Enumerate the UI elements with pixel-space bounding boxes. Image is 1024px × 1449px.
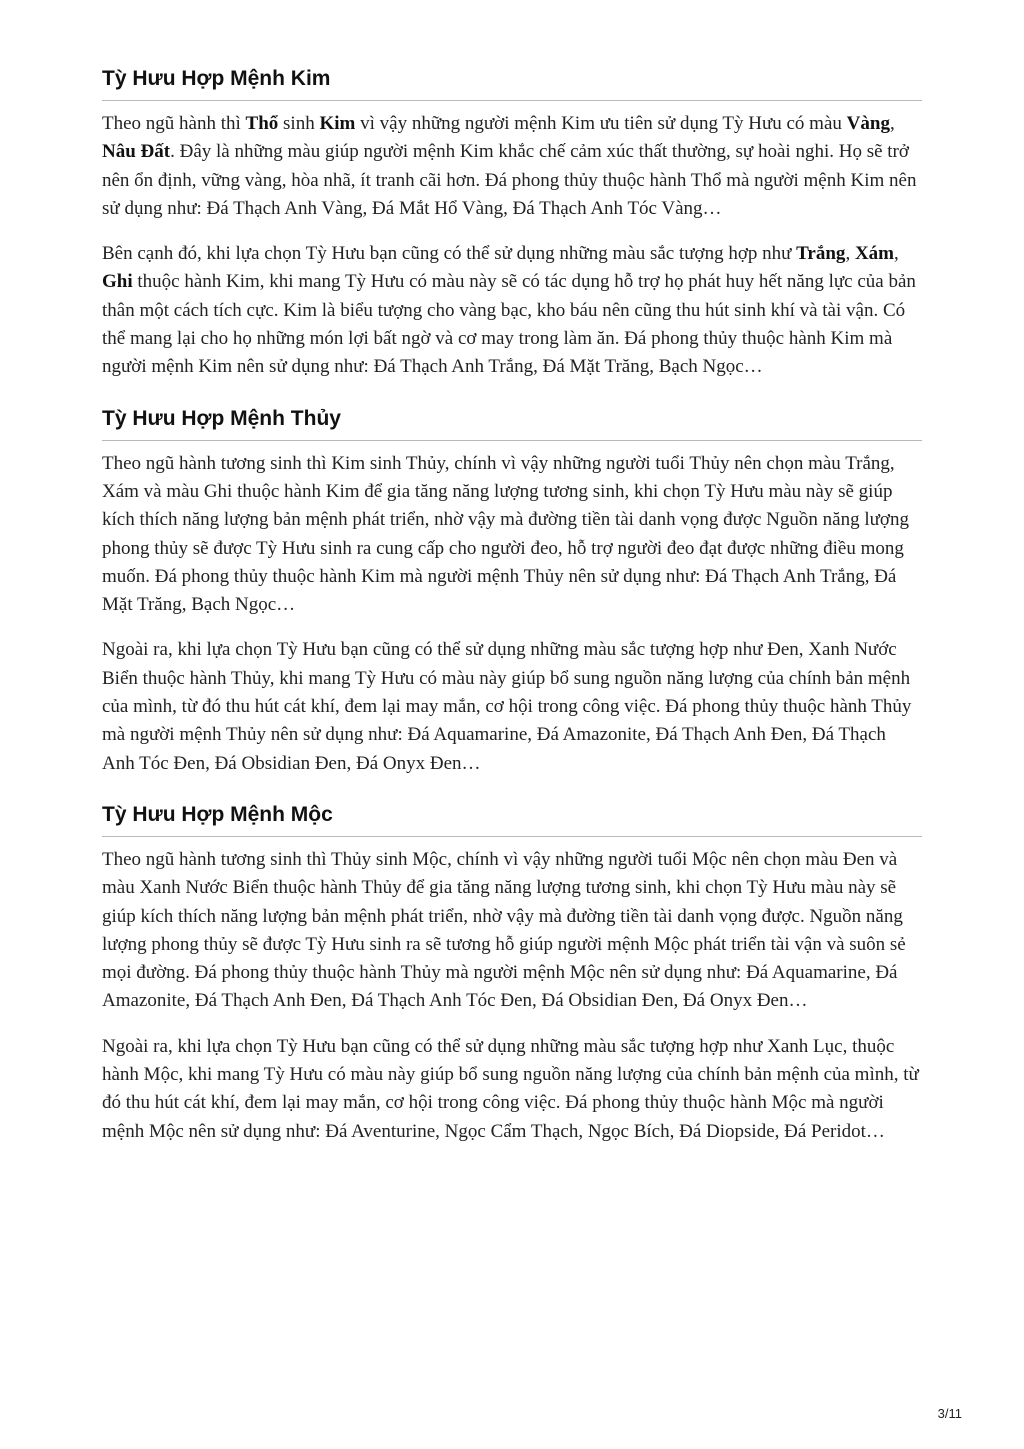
section-heading: Tỳ Hưu Hợp Mệnh Mộc [102,802,922,837]
bold-text: Vàng [846,113,890,134]
section-menh-thuy [102,406,922,778]
paragraph: Ngoài ra, khi lựa chọn Tỳ Hưu bạn cũng có thể sử dụng những màu sắc tượng hợp như Đen, Xanh Nước Biển thuộc hành Thủy, khi mang Tỳ Hưu có màu này giúp bổ sung nguồn năng lượng của chính bản mệnh của mình, từ đó thu hút cát khí, đem lại may mắn, cơ hội trong công việc. Đá phong thủy thuộc hành Thủy mà người mệnh Thủy nên sử dụng như: Đá Aquamarine, Đá Amazonite, Đá Thạch Anh Đen, Đá Thạch Anh Tóc Đen, Đá Obsidian Đen, Đá Onyx Đen… [102,639,912,774]
text-run: thuộc hành Kim, khi mang Tỳ Hưu có màu này sẽ có tác dụng hỗ trợ họ phát huy hết năng lực của bản thân một cách tích cực. Kim là biểu tượng cho vàng bạc, kho báu nên cũng thu hút sinh khí và tài vận. Có thể mang lại cho họ những món lợi bất ngờ và cơ may trong làm ăn. Đá phong thủy thuộc hành Kim mà người mệnh Kim nên sử dụng như: Đá Thạch Anh Trắng, Đá Mặt Trăng, Bạch Ngọc… [102,271,916,378]
text-run: , [894,243,899,265]
page-number: 3/11 [937,1406,962,1421]
bold-text: Trắng [796,243,846,265]
bold-text: Kim [319,113,356,134]
paragraph: Theo ngũ hành tương sinh thì Kim sinh Thủy, chính vì vậy những người tuổi Thủy nên chọn màu Trắng, Xám và màu Ghi thuộc hành Kim để gia tăng năng lượng tương sinh, khi chọn Tỳ Hưu màu này sẽ giúp kích thích năng lượng bản mệnh phát triển, nhờ vậy mà đường tiền tài danh vọng được Nguồn năng lượng phong thủy sẽ được Tỳ Hưu sinh ra cung cấp cho người đeo, hỗ trợ người đeo đạt được những điều mong muốn. Đá phong thủy thuộc hành Kim mà người mệnh Thủy nên sử dụng như: Đá Thạch Anh Trắng, Đá Mặt Trăng, Bạch Ngọc… [102,452,909,616]
section-menh-kim [102,66,922,382]
text-run: Theo ngũ hành thì [102,113,246,134]
text-run: vì vậy những người mệnh Kim ưu tiên sử dụng Tỳ Hưu có màu [355,113,847,134]
paragraph [102,240,922,381]
text-run: Bên cạnh đó, khi lựa chọn Tỳ Hưu bạn cũng có thể sử dụng những màu sắc tượng hợp như [102,243,797,265]
section-heading: Tỳ Hưu Hợp Mệnh Kim [102,66,922,101]
section-heading: Tỳ Hưu Hợp Mệnh Thủy [102,406,922,441]
section-menh-moc [102,802,922,1146]
paragraph: Ngoài ra, khi lựa chọn Tỳ Hưu bạn cũng có thể sử dụng những màu sắc tượng hợp như Xanh Lục, thuộc hành Mộc, khi mang Tỳ Hưu có màu này giúp bổ sung nguồn năng lượng của chính bản mệnh của mình, từ đó thu hút cát khí, đem lại may mắn, cơ hội trong công việc. Đá phong thủy thuộc hành Mộc mà người mệnh Mộc nên sử dụng như: Đá Aventurine, Ngọc Cẩm Thạch, Ngọc Bích, Đá Diopside, Đá Peridot… [102,1035,919,1142]
bold-text: Nâu Đất [102,141,171,163]
bold-text: Xám [854,243,894,265]
paragraph [102,110,922,223]
bold-text: Ghi [102,271,133,293]
text-run: . Đây là những màu giúp người mệnh Kim khắc chế cảm xúc thất thường, sự hoài nghi. Họ sẽ trở nên ổn định, vững vàng, hòa nhã, ít tranh cãi hơn. Đá phong thủy thuộc hành Thổ mà người mệnh Kim nên sử dụng như: Đá Thạch Anh Vàng, Đá Mắt Hổ Vàng, Đá Thạch Anh Tóc Vàng… [102,141,917,219]
text-run: sinh [278,113,320,134]
paragraph: Theo ngũ hành tương sinh thì Thủy sinh Mộc, chính vì vậy những người tuổi Mộc nên chọn màu Đen và màu Xanh Nước Biển thuộc hành Thủy để gia tăng năng lượng tương sinh, khi chọn Tỳ Hưu màu này sẽ giúp kích thích năng lượng bản mệnh phát triển, nhờ vậy mà đường tiền tài danh vọng được. Nguồn năng lượng phong thủy sẽ được Tỳ Hưu sinh ra sẽ tương hỗ giúp người mệnh Mộc phát triển tài vận và suôn sẻ mọi đường. Đá phong thủy thuộc hành Thủy mà người mệnh Mộc nên sử dụng như: Đá Aquamarine, Đá Amazonite, Đá Thạch Anh Đen, Đá Thạch Anh Tóc Đen, Đá Obsidian Đen, Đá Onyx Đen… [102,848,906,1012]
bold-text: Thổ [245,113,279,134]
text-run: , [889,113,895,134]
text-run: , [845,243,855,265]
document-page [102,66,922,1146]
